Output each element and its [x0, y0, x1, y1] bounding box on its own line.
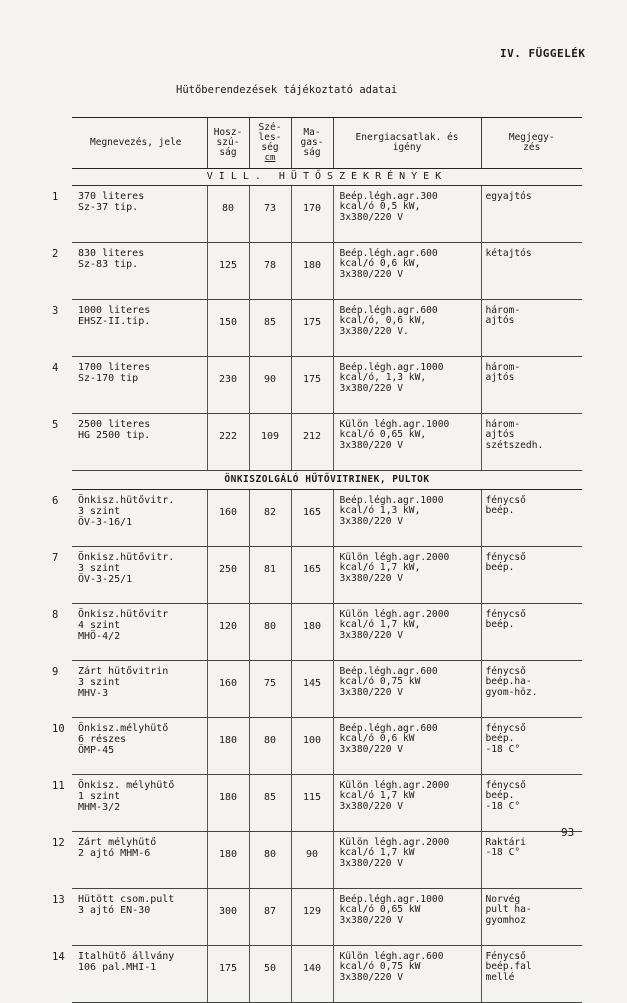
- remark-cell: egyajtós: [481, 186, 582, 243]
- row-number: 12: [52, 837, 65, 849]
- header-length: Hosz- szú- ság: [207, 118, 249, 169]
- table-row: [72, 889, 582, 946]
- height-cell: 212: [291, 414, 333, 471]
- length-cell: 150: [207, 300, 249, 357]
- length-cell: 180: [207, 718, 249, 775]
- length-cell: 125: [207, 243, 249, 300]
- height-cell: 129: [291, 889, 333, 946]
- item-name-cell: 2 830 literes Sz-83 tip.: [72, 243, 207, 300]
- remark-cell: Norvég pult ha- gyomhoz: [481, 889, 582, 946]
- width-cell: 85: [249, 775, 291, 832]
- width-cell: 81: [249, 547, 291, 604]
- table-row: [72, 832, 582, 889]
- width-cell: 78: [249, 243, 291, 300]
- height-cell: 140: [291, 946, 333, 1003]
- energy-cell: Beép.légh.agr.1000 kcal/ó 0,65 kW 3x380/220 V: [333, 889, 481, 946]
- header-unit: cm: [264, 152, 276, 163]
- energy-cell: Külön légh.agr.2000 kcal/ó 1,7 kW 3x380/220 V: [333, 832, 481, 889]
- length-cell: 250: [207, 547, 249, 604]
- width-cell: 87: [249, 889, 291, 946]
- item-name-cell: 14 Italhütő állvány 106 pal.MHI-1: [72, 946, 207, 1003]
- energy-cell: Külön légh.agr.2000 kcal/ó 1,7 kW 3x380/220 V: [333, 775, 481, 832]
- energy-cell: Beép.légh.agr.300 kcal/ó 0,5 kW, 3x380/220 V: [333, 186, 481, 243]
- energy-cell: Beép.légh.agr.600 kcal/ó 0,75 kW 3x380/220 V: [333, 661, 481, 718]
- height-cell: 170: [291, 186, 333, 243]
- length-cell: 175: [207, 946, 249, 1003]
- item-name-cell: 12 Zárt mélyhütő 2 ajtó MHM-6: [72, 832, 207, 889]
- height-cell: 90: [291, 832, 333, 889]
- width-cell: 90: [249, 357, 291, 414]
- item-name-cell: 5 2500 literes HG 2500 tip.: [72, 414, 207, 471]
- remark-cell: Fénycső beép.fal mellé: [481, 946, 582, 1003]
- item-name-cell: 3 1000 literes EHSZ-II.tip.: [72, 300, 207, 357]
- width-cell: 82: [249, 490, 291, 547]
- remark-cell: fénycső beép.: [481, 490, 582, 547]
- energy-cell: Külön légh.agr.600 kcal/ó 0,75 kW 3x380/220 V: [333, 946, 481, 1003]
- remark-cell: három- ajtós: [481, 357, 582, 414]
- row-number: 3: [52, 305, 59, 317]
- row-number: 5: [52, 419, 59, 431]
- row-number: 8: [52, 609, 59, 621]
- row-number: 13: [52, 894, 65, 906]
- item-name-cell: 11 Önkisz. mélyhütő 1 szint MHM-3/2: [72, 775, 207, 832]
- remark-cell: kétajtós: [481, 243, 582, 300]
- table-row: [72, 775, 582, 832]
- length-cell: 160: [207, 661, 249, 718]
- item-name-cell: 10 Önkisz.mélyhütő 6 részes ÖMP-45: [72, 718, 207, 775]
- width-cell: 85: [249, 300, 291, 357]
- width-cell: 109: [249, 414, 291, 471]
- width-cell: 80: [249, 832, 291, 889]
- item-name-cell: 4 1700 literes Sz-170 tip: [72, 357, 207, 414]
- height-cell: 175: [291, 300, 333, 357]
- length-cell: 80: [207, 186, 249, 243]
- section-heading-refrigerators: VILL. HÜTŐSZEKRÉNYEK: [72, 169, 582, 186]
- row-number: 7: [52, 552, 59, 564]
- remark-cell: fénycső beép.: [481, 547, 582, 604]
- width-cell: 50: [249, 946, 291, 1003]
- energy-cell: Külön légh.agr.2000 kcal/ó 1,7 kW, 3x380/220 V: [333, 604, 481, 661]
- section-heading-row: [72, 471, 582, 490]
- header-width: Szé- les- ség cm: [249, 118, 291, 169]
- refrigeration-table: [52, 117, 582, 1003]
- energy-cell: Beép.légh.agr.600 kcal/ó 0,6 kW 3x380/220 V: [333, 718, 481, 775]
- height-cell: 180: [291, 243, 333, 300]
- table-row: [72, 718, 582, 775]
- table-row: [72, 661, 582, 718]
- section-heading-self-service: ÖNKISZOLGÁLÓ HŰTŐVITRINEK, PULTOK: [72, 471, 582, 490]
- length-cell: 120: [207, 604, 249, 661]
- row-number: 2: [52, 248, 59, 260]
- header-energy: Energiacsatlak. és igény: [333, 118, 481, 169]
- length-cell: 180: [207, 775, 249, 832]
- height-cell: 175: [291, 357, 333, 414]
- height-cell: 165: [291, 547, 333, 604]
- width-cell: 75: [249, 661, 291, 718]
- height-cell: 100: [291, 718, 333, 775]
- energy-cell: Beép.légh.agr.1000 kcal/ó 1,3 kW, 3x380/220 V: [333, 490, 481, 547]
- item-name-cell: 1 370 literes Sz-37 tip.: [72, 186, 207, 243]
- table-row: [72, 414, 582, 471]
- row-number: 1: [52, 191, 59, 203]
- row-number: 4: [52, 362, 59, 374]
- row-number: 11: [52, 780, 65, 792]
- length-cell: 222: [207, 414, 249, 471]
- height-cell: 180: [291, 604, 333, 661]
- header-height: Ma- gas- ság: [291, 118, 333, 169]
- table-header-row: [72, 118, 582, 169]
- table-row: [72, 243, 582, 300]
- row-number: 9: [52, 666, 59, 678]
- energy-cell: Beép.légh.agr.600 kcal/ó 0,6 kW, 3x380/220 V: [333, 243, 481, 300]
- table-row: [72, 490, 582, 547]
- remark-cell: fénycső beép. -18 C°: [481, 775, 582, 832]
- remark-cell: fénycső beép.ha- gyom-höz.: [481, 661, 582, 718]
- energy-cell: Külön légh.agr.1000 kcal/ó 0,65 kW, 3x380/220 V: [333, 414, 481, 471]
- remark-cell: fénycső beép. -18 C°: [481, 718, 582, 775]
- row-number: 6: [52, 495, 59, 507]
- table-row: [72, 300, 582, 357]
- table-row: [72, 547, 582, 604]
- length-cell: 160: [207, 490, 249, 547]
- table-row: [72, 357, 582, 414]
- item-name-cell: 7 Önkisz.hütővitr. 3 szint ÖV-3-25/1: [72, 547, 207, 604]
- header-remark: Megjegy- zés: [481, 118, 582, 169]
- width-cell: 80: [249, 718, 291, 775]
- remark-cell: három- ajtós szétszedh.: [481, 414, 582, 471]
- remark-cell: fénycső beép.: [481, 604, 582, 661]
- energy-cell: Beép.légh.agr.1000 kcal/ó, 1,3 kW, 3x380/220 V: [333, 357, 481, 414]
- row-number: 14: [52, 951, 65, 963]
- width-cell: 73: [249, 186, 291, 243]
- height-cell: 165: [291, 490, 333, 547]
- length-cell: 180: [207, 832, 249, 889]
- remark-cell: Raktári -18 C°: [481, 832, 582, 889]
- remark-cell: három- ajtós: [481, 300, 582, 357]
- page-title: Hütőberendezések tájékoztató adatai: [176, 84, 398, 96]
- appendix-label: IV. FÜGGELÉK: [500, 47, 586, 60]
- table-row: [72, 604, 582, 661]
- item-name-cell: 13 Hütött csom.pult 3 ajtó EN-30: [72, 889, 207, 946]
- energy-cell: Beép.légh.agr.600 kcal/ó, 0,6 kW, 3x380/220 V.: [333, 300, 481, 357]
- height-cell: 115: [291, 775, 333, 832]
- table-row: [72, 946, 582, 1003]
- header-name: Megnevezés, jele: [72, 118, 207, 169]
- table-row: [72, 186, 582, 243]
- page-number: 93: [561, 826, 575, 839]
- height-cell: 145: [291, 661, 333, 718]
- item-name-cell: 8 Önkisz.hütővitr 4 szint MHÖ-4/2: [72, 604, 207, 661]
- energy-cell: Külön légh.agr.2000 kcal/ó 1,7 kW, 3x380/220 V: [333, 547, 481, 604]
- item-name-cell: 6 Önkisz.hütővitr. 3 szint ÖV-3-16/1: [72, 490, 207, 547]
- length-cell: 300: [207, 889, 249, 946]
- section-heading-row: [72, 169, 582, 186]
- width-cell: 80: [249, 604, 291, 661]
- row-number: 10: [52, 723, 65, 735]
- length-cell: 230: [207, 357, 249, 414]
- item-name-cell: 9 Zárt hütővitrin 3 szint MHV-3: [72, 661, 207, 718]
